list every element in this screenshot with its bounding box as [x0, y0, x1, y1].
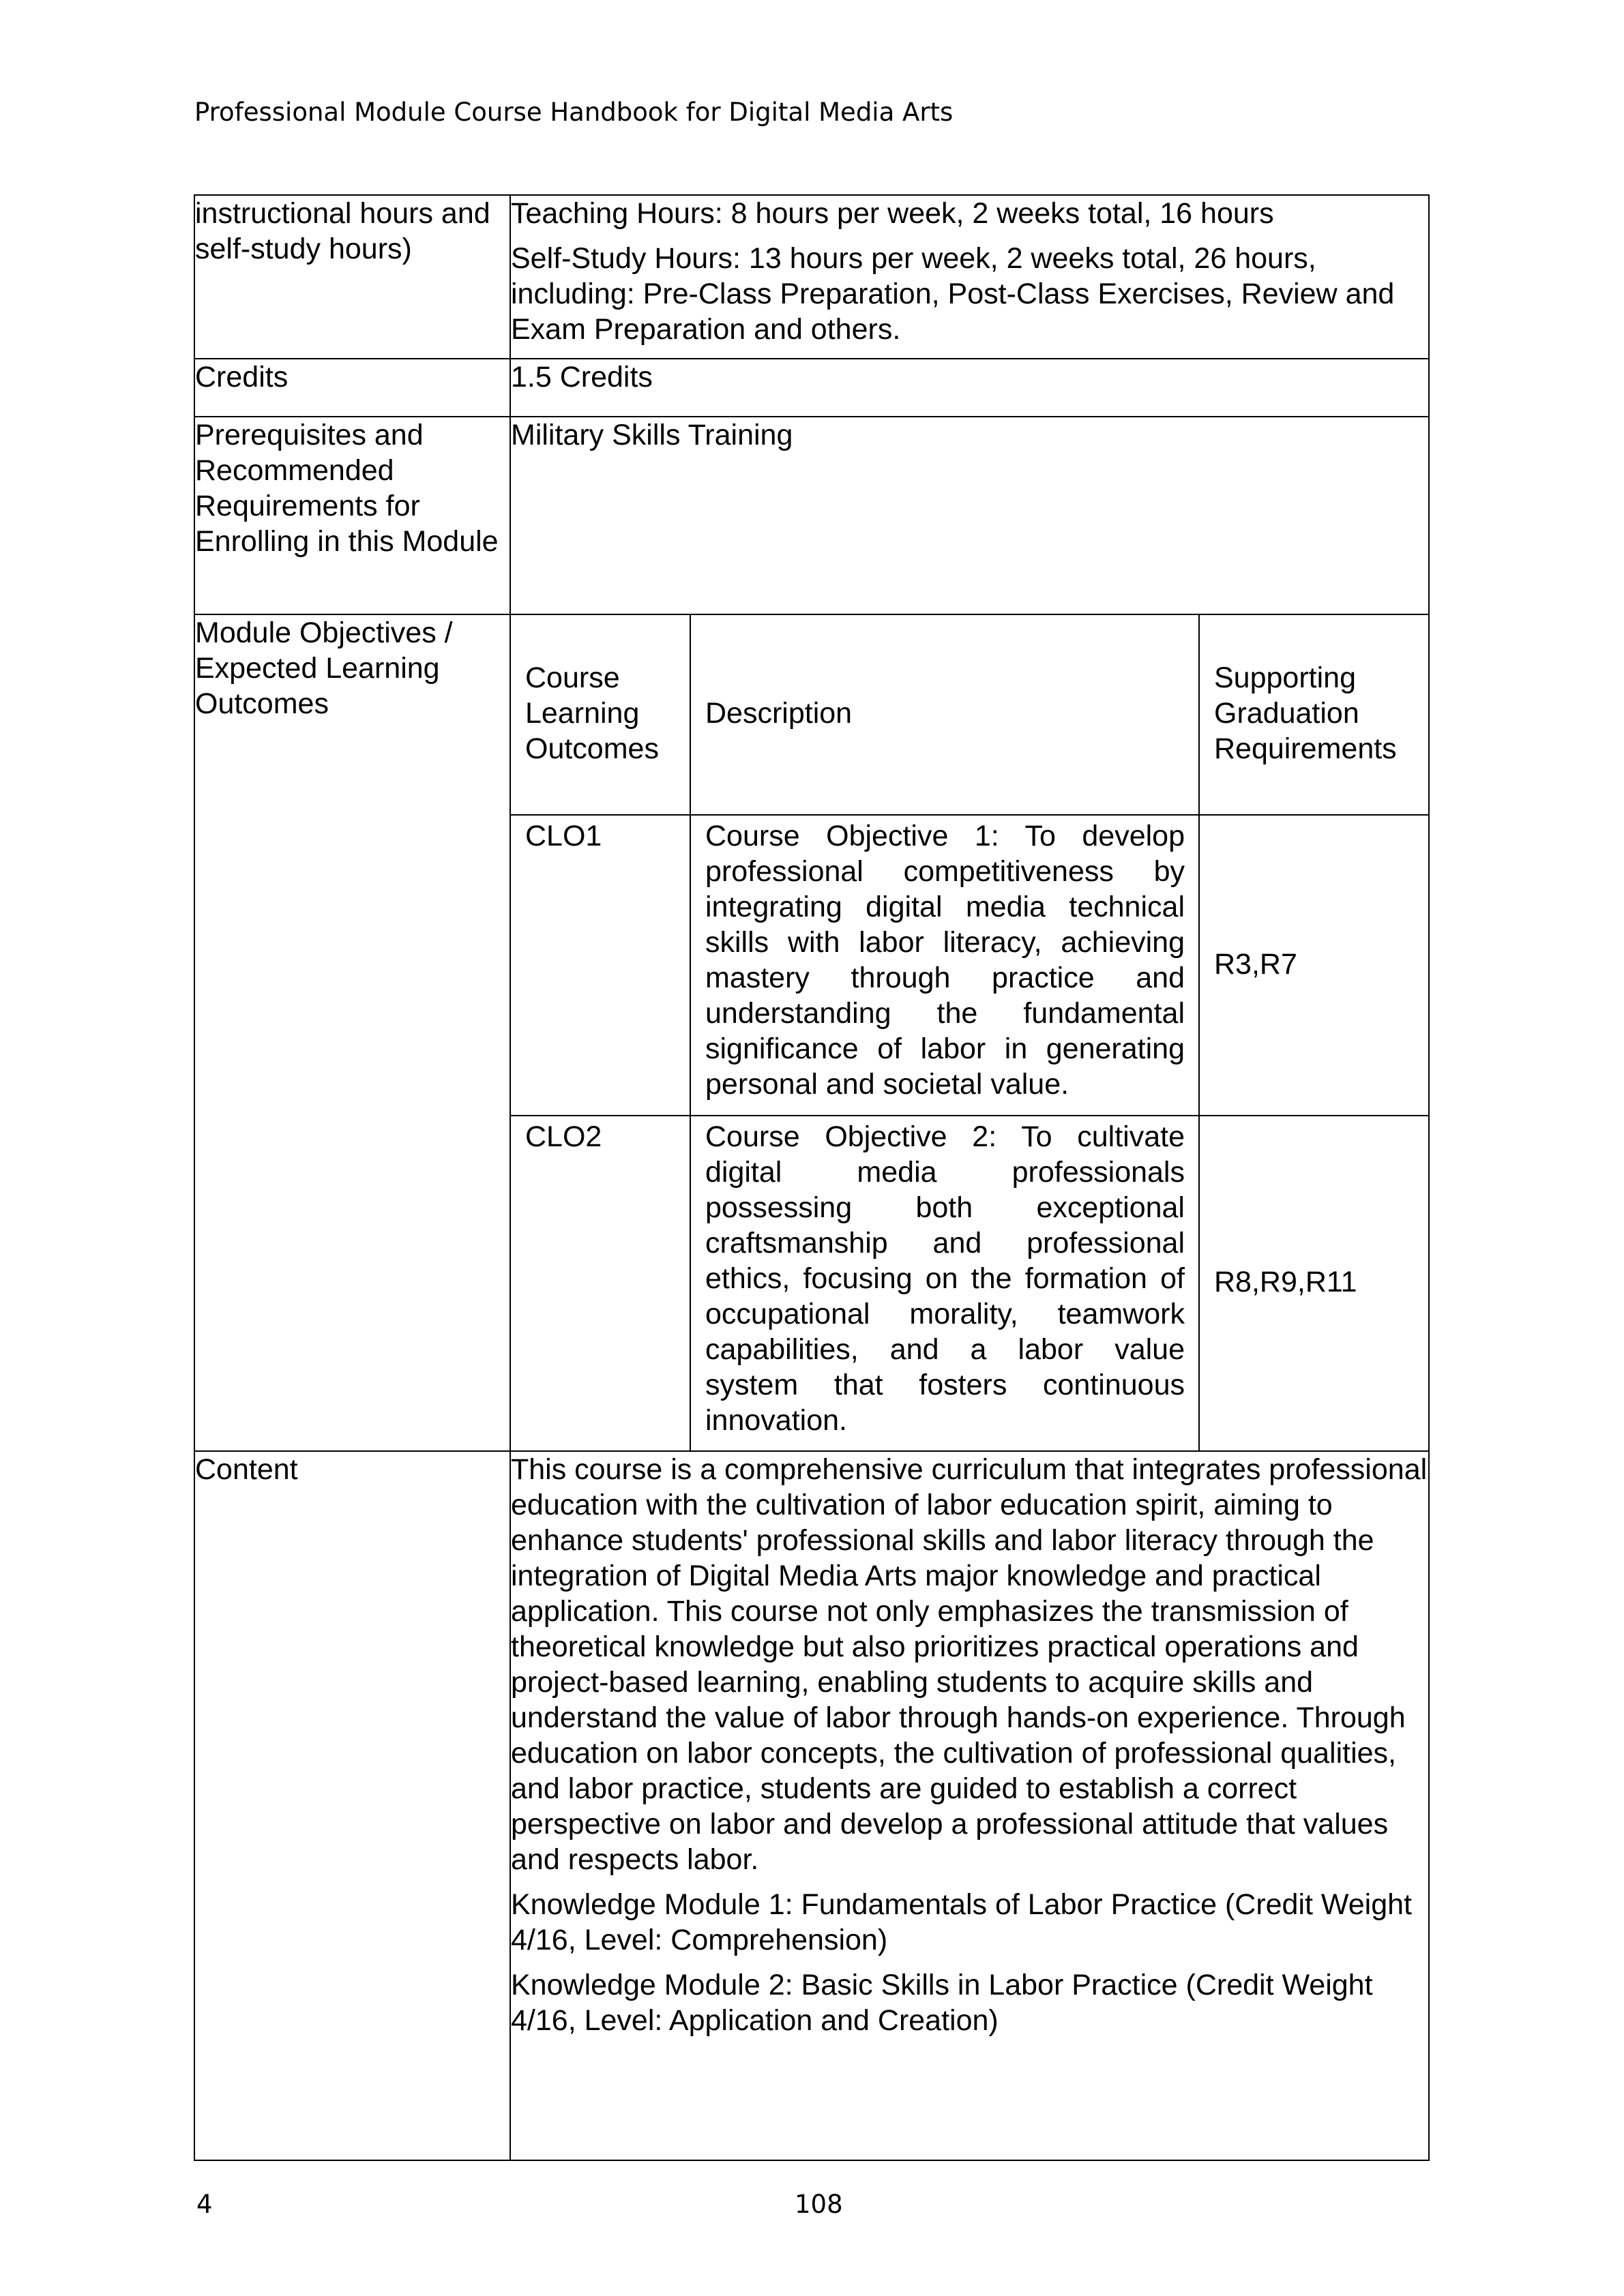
table-row	[511, 1116, 1428, 1450]
teaching-hours-text: Teaching Hours: 8 hours per week, 2 weeks total, 16 hours	[511, 197, 1274, 230]
outcome-id: CLO2	[511, 1116, 690, 1450]
content-value	[510, 1451, 1429, 2160]
learning-outcomes-cell	[510, 614, 1429, 1451]
requirements-column-header: Supporting Graduation Requirements	[1199, 615, 1428, 815]
hours-label: instructional hours and self-study hours)	[194, 195, 510, 359]
outcome-requirements: R8,R9,R11	[1199, 1116, 1428, 1450]
learning-outcomes-table	[511, 615, 1428, 1450]
content-label: Content	[194, 1451, 510, 2160]
credits-row	[194, 359, 1429, 417]
table-row	[511, 815, 1428, 1116]
hours-row	[194, 195, 1429, 359]
outcomes-header-row	[511, 615, 1428, 815]
knowledge-module-2: Knowledge Module 2: Basic Skills in Labor Practice (Credit Weight 4/16, Level: Application and Creation)	[511, 1969, 1373, 2037]
outcome-id: CLO1	[511, 815, 690, 1116]
module-table	[194, 194, 1430, 2161]
outcome-requirements: R3,R7	[1199, 815, 1428, 1116]
outcome-column-header: Course Learning Outcomes	[511, 615, 690, 815]
page-number: 108	[795, 2190, 843, 2219]
credits-value: 1.5 Credits	[510, 359, 1429, 417]
prerequisites-row	[194, 417, 1429, 614]
content-row	[194, 1451, 1429, 2160]
outcome-description: Course Objective 1: To develop professional competitiveness by integrating digital media technical skills with labor literacy, achieving mastery through practice and understanding the fundamental significance of labor in generating personal and societal value.	[690, 815, 1199, 1116]
objectives-label: Module Objectives / Expected Learning Outcomes	[194, 614, 510, 1451]
credits-label: Credits	[194, 359, 510, 417]
hours-value	[510, 195, 1429, 359]
footer-left-number: 4	[196, 2190, 213, 2219]
prerequisites-value: Military Skills Training	[510, 417, 1429, 614]
prerequisites-label: Prerequisites and Recommended Requirements for Enrolling in this Module	[194, 417, 510, 614]
description-column-header: Description	[690, 615, 1199, 815]
objectives-row	[194, 614, 1429, 1451]
running-header: Professional Module Course Handbook for Digital Media Arts	[194, 98, 954, 127]
knowledge-module-1: Knowledge Module 1: Fundamentals of Labor Practice (Credit Weight 4/16, Level: Comprehension)	[511, 1888, 1412, 1956]
content-paragraph: This course is a comprehensive curriculum that integrates professional education with the cultivation of labor education spirit, aiming to enhance students' professional skills and labor literacy through the integration of Digital Media Arts major knowledge and practical application. This course not only emphasizes the transmission of theoretical knowledge but also prioritizes practical operations and project-based learning, enabling students to acquire skills and understand the value of labor through hands-on experience. Through education on labor concepts, the cultivation of professional qualities, and labor practice, students are guided to establish a correct perspective on labor and develop a professional attitude that values and respects labor.	[511, 1453, 1428, 1876]
outcome-description: Course Objective 2: To cultivate digital media professionals possessing both exceptional craftsmanship and professional ethics, focusing on the formation of occupational morality, teamwork capabilities, and a labor value system that fosters continuous innovation.	[690, 1116, 1199, 1450]
self-study-hours-text: Self-Study Hours: 13 hours per week, 2 weeks total, 26 hours, including: Pre-Class Preparation, Post-Class Exercises, Review and Exam Preparation and others.	[511, 242, 1395, 346]
